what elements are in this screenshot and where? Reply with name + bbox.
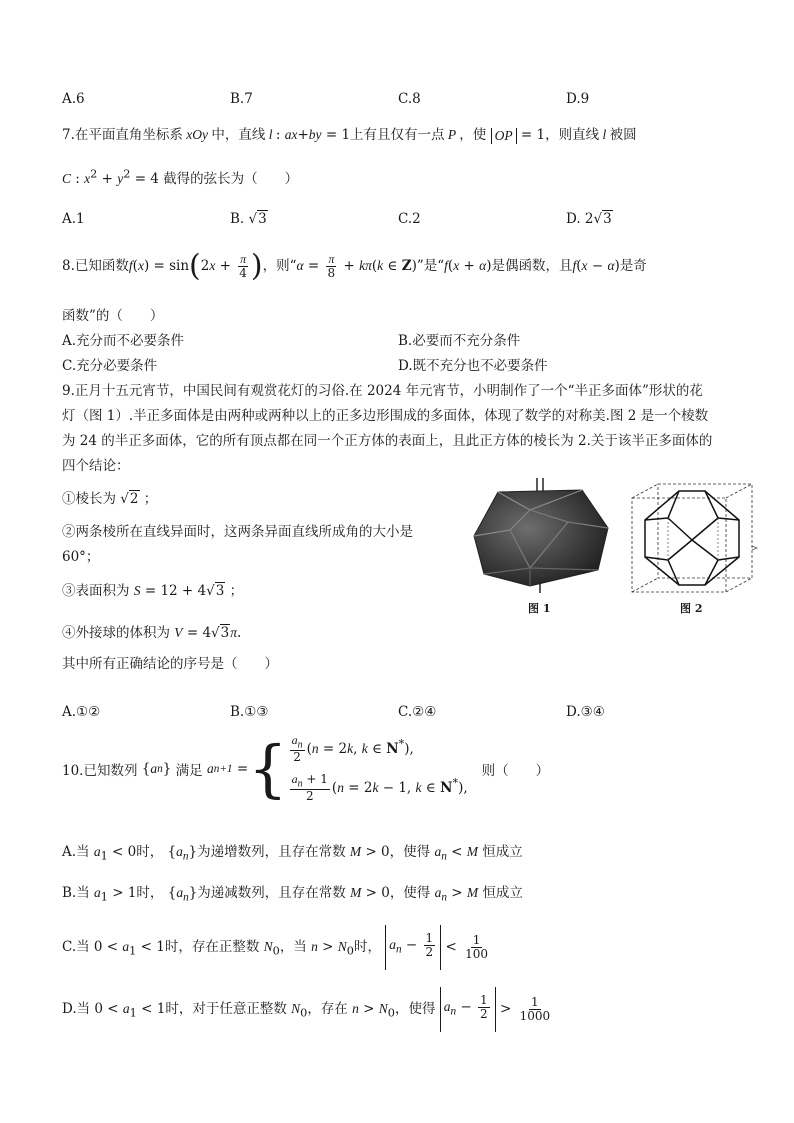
q6-option-c: C.8: [398, 91, 421, 107]
q9-option-c: C.②④: [398, 704, 437, 720]
q9-stem-line-3: 为 24 的半正多面体，它的所有顶点都在同一个正方体的表面上，且此正方体的棱长为 2.关于该半正多面体的: [62, 433, 713, 449]
q9-conclusion-4: ④外接球的体积为 V = 4√3π.: [62, 625, 242, 641]
q9-option-b: B.①③: [230, 704, 269, 720]
q7-option-d: D. 2√3: [566, 211, 612, 227]
q10-option-a: A.当 $a_1 < 0$时， $\{a_n\}$为递增数列，且存在常数 M > 0，使得 $a_n < M$ 恒成立: [62, 844, 523, 863]
q7-stem-line2: C : $x^2 + y^2 = 4$ 截得的弦长为（ ）: [62, 167, 299, 187]
q9-conclusion-1: ①棱长为 √2 ；: [62, 491, 158, 507]
q10-option-b: B.当 $a_1 > 1$时， $\{a_n\}$为递减数列，且存在常数 M > 0，使得 $a_n > M$ 恒成立: [62, 885, 523, 904]
q6-option-d: D.9: [566, 91, 590, 107]
q10-option-d: D.当 $0 < a_1 < 1$时，对于任意正整数 $N_0$，存在 $n > N_0$，使得 $a_n$ − $\frac{1}{2}$ > $\frac{1}{1000}$: [62, 987, 554, 1034]
q10-stem: 10.已知数列 { a n } 满足 a n+1 = { $\frac{a_n}{2}$ (n = 2k, k ∈ N*), $\frac{a_n + 1}{2}$ (n = 2k − 1, k ∈ N*), 则（ ）: [62, 731, 550, 805]
figure-2-polyhedron-diagram: [628, 480, 762, 595]
q6-option-a: A.6: [62, 91, 85, 107]
q7-option-b: B. √3: [230, 211, 267, 227]
figure-1-lantern-image: [470, 478, 610, 593]
q7-option-a: A.1: [62, 211, 85, 227]
q8-option-a: A.充分而不必要条件: [62, 333, 185, 349]
q9-stem-line-2: 灯（图 1）.半正多面体是由两种或两种以上的正多边形围成的多面体，体现了数学的对称美.图 2 是一个棱数: [62, 408, 709, 424]
q8-stem-line2: 函数”的（ ）: [62, 308, 164, 324]
q10-option-c: C.当 $0 < a_1 < 1$时，存在正整数 $N_0$，当 $n > N_0$时， $a_n$ − $\frac{1}{2}$ < $\frac{1}{100}$: [62, 925, 492, 972]
q9-option-d: D.③④: [566, 704, 605, 720]
q9-conclusion-2: ②两条棱所在直线异面时，这两条异面直线所成角的大小是: [62, 524, 413, 540]
figure-2-caption: 图 2: [680, 602, 703, 615]
q9-question: 其中所有正确结论的序号是（ ）: [62, 656, 278, 672]
q8-stem: 8.已知函数f(x) = sin(2x + $\frac{\pi}{4}$ )，则“α = $\frac{\pi}{8}$ + kπ(k ∈ Z)”是“f(x + α)是偶函数，且f(x − α)是奇: [62, 248, 647, 284]
q9-conclusion-3: ③表面积为 S = 12 + 4√3 ；: [62, 583, 244, 599]
q8-option-c: C.充分必要条件: [62, 358, 158, 374]
q9-stem-line-4: 四个结论：: [62, 458, 130, 474]
q7-stem: 7.在平面直角坐标系 xOy 中，直线 l : ax+by = 1上有且仅有一点 P ，使 OP = 1，则直线 l 被圆: [62, 127, 637, 143]
figure-1-caption: 图 1: [528, 602, 551, 615]
q8-option-b: B.必要而不充分条件: [398, 333, 521, 349]
q9-conclusion-2-line2: 60°；: [62, 549, 100, 565]
q6-option-b: B.7: [230, 91, 253, 107]
q9-option-a: A.①②: [62, 704, 101, 720]
q9-stem-line-1: 9.正月十五元宵节，中国民间有观赏花灯的习俗.在 2024 年元宵节，小明制作了一个“半正多面体”形状的花: [62, 383, 703, 399]
q8-option-d: D.既不充分也不必要条件: [398, 358, 548, 374]
q7-option-c: C.2: [398, 211, 421, 227]
